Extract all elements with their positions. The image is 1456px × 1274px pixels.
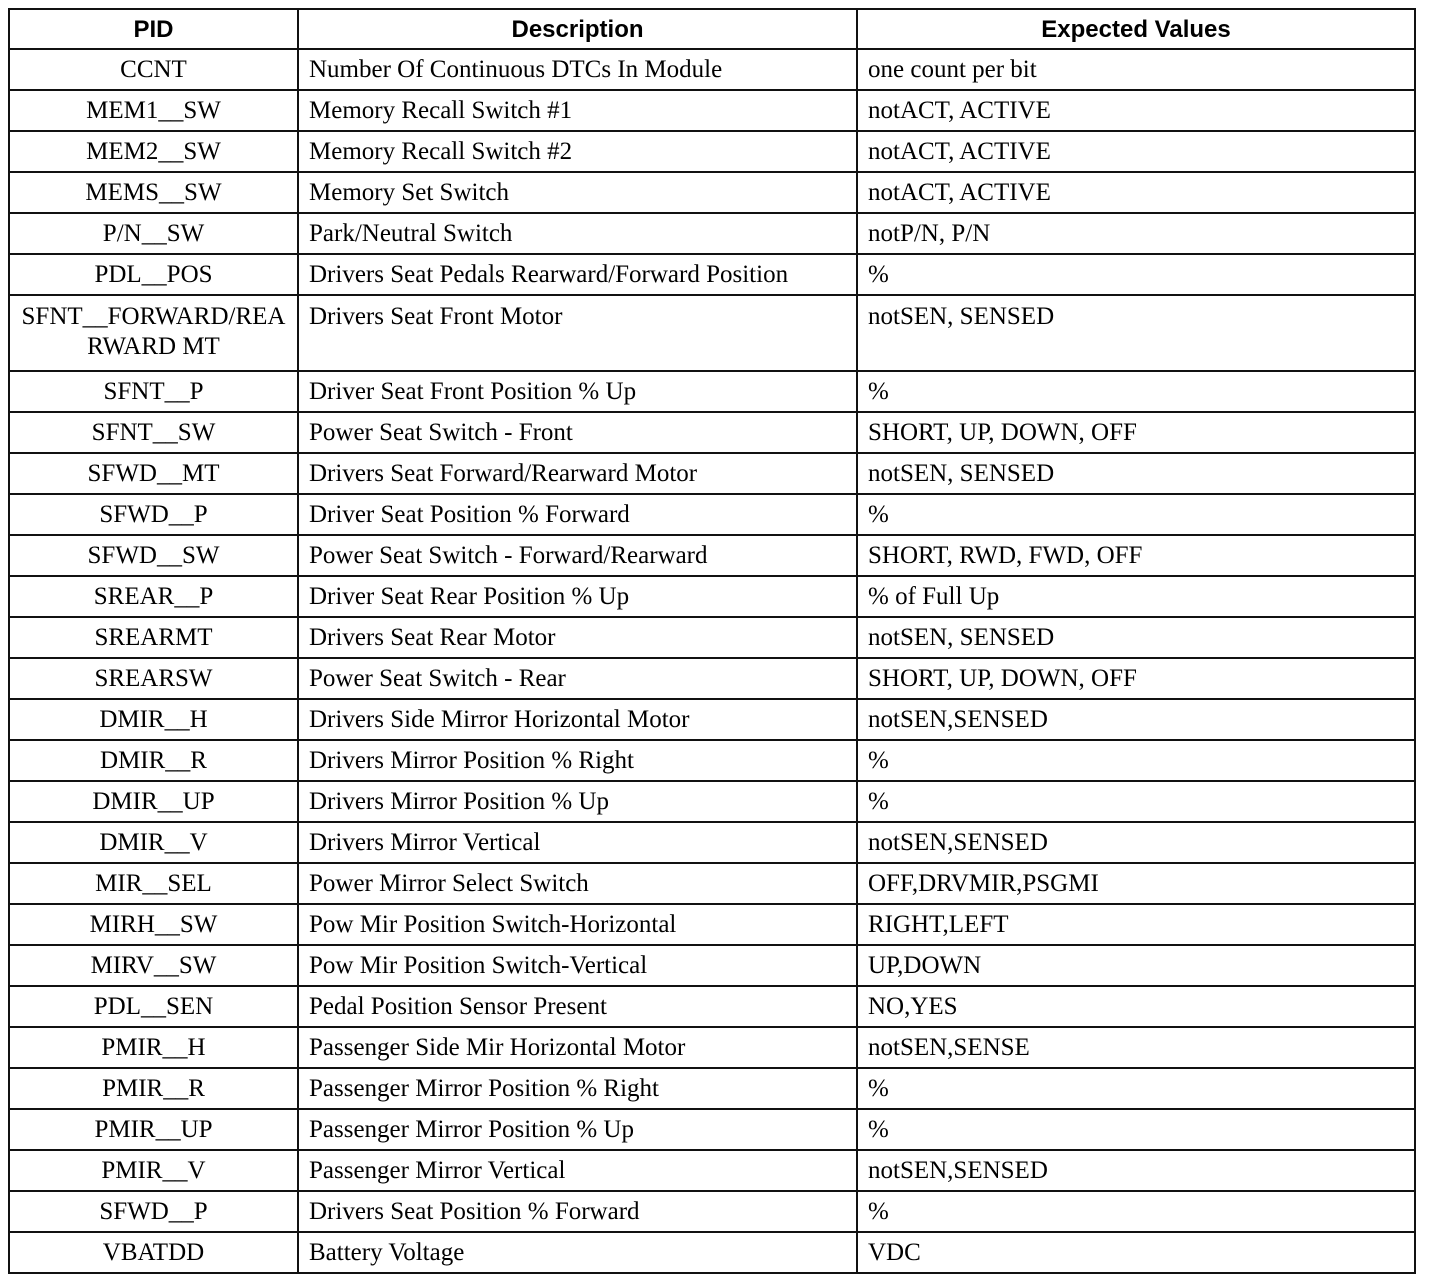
expected-values-cell: SHORT, RWD, FWD, OFF — [857, 535, 1415, 576]
table-row — [9, 213, 1415, 254]
description-cell: Passenger Mirror Position % Up — [298, 1109, 857, 1150]
table-row — [9, 699, 1415, 740]
description-cell: Drivers Mirror Position % Right — [298, 740, 857, 781]
expected-values-cell: % — [857, 371, 1415, 412]
pid-cell: SFWD__MT — [9, 453, 298, 494]
expected-values-cell: notSEN, SENSED — [857, 453, 1415, 494]
pid-cell: PDL__POS — [9, 254, 298, 295]
pid-cell: PMIR__H — [9, 1027, 298, 1068]
table-row — [9, 494, 1415, 535]
pid-cell: DMIR__H — [9, 699, 298, 740]
description-cell: Driver Seat Position % Forward — [298, 494, 857, 535]
expected-values-cell: notSEN,SENSED — [857, 1150, 1415, 1191]
expected-values-cell: % of Full Up — [857, 576, 1415, 617]
expected-values-cell: notSEN,SENSED — [857, 699, 1415, 740]
pid-cell: SREARSW — [9, 658, 298, 699]
table-row — [9, 986, 1415, 1027]
expected-values-cell: % — [857, 494, 1415, 535]
description-cell: Drivers Mirror Position % Up — [298, 781, 857, 822]
description-cell: Park/Neutral Switch — [298, 213, 857, 254]
expected-values-cell: notACT, ACTIVE — [857, 90, 1415, 131]
pid-cell: SREARMT — [9, 617, 298, 658]
pid-cell: DMIR__UP — [9, 781, 298, 822]
table-row — [9, 295, 1415, 371]
description-cell: Memory Recall Switch #2 — [298, 131, 857, 172]
description-cell: Power Seat Switch - Rear — [298, 658, 857, 699]
pid-cell: MEM2__SW — [9, 131, 298, 172]
description-cell: Battery Voltage — [298, 1232, 857, 1273]
expected-values-cell: SHORT, UP, DOWN, OFF — [857, 412, 1415, 453]
expected-values-cell: OFF,DRVMIR,PSGMI — [857, 863, 1415, 904]
table-row — [9, 1027, 1415, 1068]
description-cell: Pedal Position Sensor Present — [298, 986, 857, 1027]
expected-values-cell: VDC — [857, 1232, 1415, 1273]
table-row — [9, 1232, 1415, 1273]
pid-cell: DMIR__V — [9, 822, 298, 863]
table-row — [9, 822, 1415, 863]
pid-cell: CCNT — [9, 49, 298, 90]
table-row — [9, 172, 1415, 213]
description-cell: Drivers Seat Position % Forward — [298, 1191, 857, 1232]
pid-cell: MIRH__SW — [9, 904, 298, 945]
description-cell: Drivers Seat Pedals Rearward/Forward Position — [298, 254, 857, 295]
description-cell: Power Seat Switch - Forward/Rearward — [298, 535, 857, 576]
table-row — [9, 535, 1415, 576]
pid-cell: SFNT__P — [9, 371, 298, 412]
table-row — [9, 863, 1415, 904]
expected-values-cell: SHORT, UP, DOWN, OFF — [857, 658, 1415, 699]
table-row — [9, 904, 1415, 945]
pid-cell: PDL__SEN — [9, 986, 298, 1027]
table-row — [9, 1068, 1415, 1109]
table-row — [9, 131, 1415, 172]
pid-cell: MEM1__SW — [9, 90, 298, 131]
expected-values-cell: RIGHT,LEFT — [857, 904, 1415, 945]
expected-values-cell: % — [857, 254, 1415, 295]
description-cell: Driver Seat Front Position % Up — [298, 371, 857, 412]
description-cell: Memory Set Switch — [298, 172, 857, 213]
expected-values-cell: notP/N, P/N — [857, 213, 1415, 254]
pid-cell: PMIR__R — [9, 1068, 298, 1109]
description-cell: Passenger Mirror Position % Right — [298, 1068, 857, 1109]
description-cell: Passenger Mirror Vertical — [298, 1150, 857, 1191]
expected-values-cell: % — [857, 1068, 1415, 1109]
table-row — [9, 576, 1415, 617]
description-cell: Drivers Side Mirror Horizontal Motor — [298, 699, 857, 740]
expected-values-cell: notSEN, SENSED — [857, 295, 1415, 371]
expected-values-cell: notACT, ACTIVE — [857, 172, 1415, 213]
table-row — [9, 90, 1415, 131]
description-cell: Passenger Side Mir Horizontal Motor — [298, 1027, 857, 1068]
description-cell: Number Of Continuous DTCs In Module — [298, 49, 857, 90]
table-row — [9, 412, 1415, 453]
pid-cell: MEMS__SW — [9, 172, 298, 213]
pid-table — [8, 8, 1416, 1274]
expected-values-cell: % — [857, 1191, 1415, 1232]
description-cell: Drivers Seat Front Motor — [298, 295, 857, 371]
pid-cell: P/N__SW — [9, 213, 298, 254]
table-row — [9, 1191, 1415, 1232]
description-cell: Drivers Mirror Vertical — [298, 822, 857, 863]
pid-cell: SFNT__SW — [9, 412, 298, 453]
table-row — [9, 945, 1415, 986]
pid-cell: SFWD__SW — [9, 535, 298, 576]
table-row — [9, 1109, 1415, 1150]
table-row — [9, 371, 1415, 412]
description-cell: Drivers Seat Forward/Rearward Motor — [298, 453, 857, 494]
description-cell: Driver Seat Rear Position % Up — [298, 576, 857, 617]
pid-cell: MIR__SEL — [9, 863, 298, 904]
table-row — [9, 740, 1415, 781]
expected-values-cell: % — [857, 781, 1415, 822]
expected-values-cell: notSEN, SENSED — [857, 617, 1415, 658]
pid-cell: PMIR__UP — [9, 1109, 298, 1150]
pid-cell: DMIR__R — [9, 740, 298, 781]
expected-values-cell: NO,YES — [857, 986, 1415, 1027]
expected-values-cell: notSEN,SENSE — [857, 1027, 1415, 1068]
pid-cell: SFWD__P — [9, 494, 298, 535]
expected-values-cell: % — [857, 1109, 1415, 1150]
table-row — [9, 617, 1415, 658]
table-row — [9, 1150, 1415, 1191]
pid-cell: SFNT__FORWARD/REARWARD MT — [9, 295, 298, 371]
table-row — [9, 453, 1415, 494]
table-row — [9, 49, 1415, 90]
column-header-expected-values: Expected Values — [857, 9, 1415, 49]
description-cell: Pow Mir Position Switch-Horizontal — [298, 904, 857, 945]
description-cell: Power Seat Switch - Front — [298, 412, 857, 453]
table-row — [9, 658, 1415, 699]
description-cell: Drivers Seat Rear Motor — [298, 617, 857, 658]
pid-cell: VBATDD — [9, 1232, 298, 1273]
pid-cell: SREAR__P — [9, 576, 298, 617]
expected-values-cell: notSEN,SENSED — [857, 822, 1415, 863]
description-cell: Power Mirror Select Switch — [298, 863, 857, 904]
pid-cell: MIRV__SW — [9, 945, 298, 986]
description-cell: Pow Mir Position Switch-Vertical — [298, 945, 857, 986]
pid-cell: SFWD__P — [9, 1191, 298, 1232]
expected-values-cell: % — [857, 740, 1415, 781]
expected-values-cell: notACT, ACTIVE — [857, 131, 1415, 172]
column-header-pid: PID — [9, 9, 298, 49]
column-header-description: Description — [298, 9, 857, 49]
table-row — [9, 254, 1415, 295]
expected-values-cell: UP,DOWN — [857, 945, 1415, 986]
header-row — [9, 9, 1415, 49]
pid-cell: PMIR__V — [9, 1150, 298, 1191]
expected-values-cell: one count per bit — [857, 49, 1415, 90]
description-cell: Memory Recall Switch #1 — [298, 90, 857, 131]
table-row — [9, 781, 1415, 822]
